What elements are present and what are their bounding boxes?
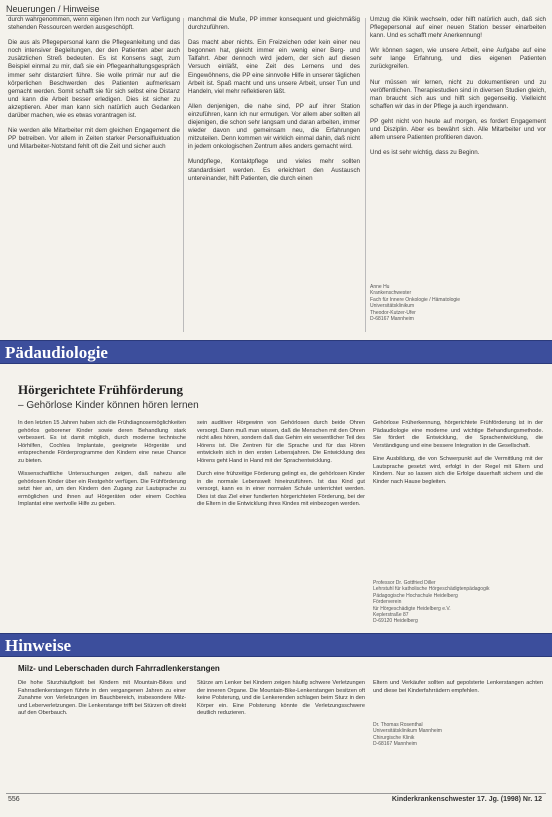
author-block <box>373 722 543 748</box>
author-line: Anne Hu <box>370 284 390 290</box>
section-header-tag: Neuerungen / Hinweise <box>6 4 100 14</box>
author-line: Dr. Thomas Rosenthal <box>373 722 423 728</box>
page-footer <box>0 796 552 810</box>
paragraph: Eine Ausbildung, die von Schwerpunkt auf die Vermittlung mit der Lautsprache gesetzt wird, erfolgt in der Regel mit Eltern und Kindern. Nur so lassen sich die Erfolge dauerhaft sichern und die Kinder nach Hause begleiten. <box>373 456 543 485</box>
author-line: Keplerstraße 87 <box>373 612 409 619</box>
paragraph: Umzug die Klinik wechseln, oder hilft natürlich auch, daß sich Pflegepersonal auf einer neuen Station besser einarbeiten kann. Und es schafft mehr Anerkennung! <box>370 16 546 40</box>
paragraph: In den letzten 15 Jahren haben sich die Frühdiagnosemöglichkeiten gehörlos geborener Kinder sowie deren Behandlung stark verbessert. Es ist damit möglich, durch moderne technische Hörhilfen, Cochlea Implantate, geeignete Hörgeräte und entsprechende Förderprogramme den Kindern eine neue Chance zu bieten. <box>18 420 186 464</box>
section-heading-hinweise: Hinweise <box>0 633 552 657</box>
author-line: Krankenschwester <box>370 290 412 297</box>
notice-column-a: Die hohe Sturzhäufigkeit bei Kindern mit Mountain-Bikes und Fahrradlenkerstangen führte in den vergangenen Jahren zu einer Zunahme von Verletzungen im Bauchbereich, insbesondere Milz- und Leberverletzungen. Die Lenkerstange trifft bei Stürzen oft direkt auf den Oberbauch. <box>18 680 186 716</box>
author-line: D-69120 Heidelberg <box>373 618 418 625</box>
article-title: Hörgerichtete Frühförderung <box>18 382 183 397</box>
notice-title: Milz- und Leberschaden durch Fahrradlenkerstangen <box>18 664 220 673</box>
paragraph: Das macht aber nichts. Ein Freizeichen oder kein einer neu begonnen hat, gleicht immer ein wenig einer Berg- und Talfahrt. Aber dennoch wird jedem, der sich auf diesen Versuch einläßt, eine Zeit des Lernens und des Eingewöhnens, die PP eine sinnvolle Hilfe in unserer täglichen Arbeit ist. Spaß macht und uns unsere Arbeit, unser Tun und Handeln, viel mehr reflektieren läßt. <box>188 39 360 95</box>
top-column-b <box>188 16 360 334</box>
paragraph: Nur müssen wir lernen, nicht zu dokumentieren und zu veröffentlichen. Therapiestudien sind in diversen Studien gleich, man braucht sich aus und hilft sich gegenseitig. Vielleicht schaffen wir das in der Pflege ja auch irgendwann. <box>370 78 546 110</box>
column-divider <box>365 18 366 332</box>
paragraph: PP geht nicht von heute auf morgen, es fordert Engagement und Disziplin. Aber es bewährt sich. Alle Mitarbeiter und vor allem unsere Patienten profitieren davon. <box>370 117 546 142</box>
paragraph: durch wahrgenommen, wenn eigenen Ihm noch zur Verfügung stehenden Ressourcen werden ausgeschöpft. <box>8 16 180 32</box>
author-block <box>370 284 546 322</box>
paragraph: Gehörlose Früherkennung, hörgerichtete Frühförderung ist in der Pädaudiologie eine moderne und wichtige Behandlungsmethode. Sie fördert die Entwicklung, die Sprachentwicklung, die Verständigung und eine bessere Integration in die Gesellschaft. <box>373 420 543 449</box>
author-line: Lehrstuhl für katholische Hörgeschädigtenpädagogik <box>373 586 490 593</box>
paragraph: Wissenschaftliche Untersuchungen zeigen, daß nahezu alle gehörlosen Kinder über ein Restgehör verfügen. Die Frühförderung setzt hier an, um den Kindern den Zugang zur Lautsprache zu ermöglichen und ihnen auf Hörgeräten oder einem Cochlea Implantat eine wertvolle Hilfe zu geben. <box>18 471 186 507</box>
paragraph: Und es ist sehr wichtig, dass zu Beginn. <box>370 149 480 157</box>
paragraph: manchmal die Muße, PP immer konsequent und gleichmäßig durchzuführen. <box>188 16 360 32</box>
top-column-c <box>370 16 546 284</box>
article-subtitle: – Gehörlose Kinder können hören lernen <box>18 400 199 411</box>
column-divider <box>183 18 184 332</box>
author-line: Förderverein <box>373 599 402 606</box>
author-block <box>373 580 543 625</box>
author-line: Professor Dr. Gottfried Diller <box>373 580 436 586</box>
author-line: D-68167 Mannheim <box>373 741 417 748</box>
notice-column-c: Eltern und Verkäufer sollten auf gepolsterte Lenkerstangen achten und diese bei Kinderfahrrädern empfehlen. <box>373 680 543 694</box>
author-line: Universitätsklinikum <box>370 303 415 310</box>
article-column-c <box>373 420 543 570</box>
page-number: 556 <box>8 796 20 803</box>
paragraph: Wir können sagen, wie unsere Arbeit, eine Aufgabe auf eine sehr lange Erfahrung, und dies eigenen Patienten zurückgreifen. <box>370 47 546 71</box>
paragraph: Durch eine frühzeitige Förderung gelingt es, die gehörlosen Kinder in die normale Lebenswelt hineinzuführen. Ist das Kind gut versorgt, kann es in einer normalen Schule unterrichtet werden. Dies ist das Ziel einer fundierten hörgerichteten Förderung, bei der die Eltern in die Entwicklung ihres Kindes mit einbezogen werden. <box>197 471 365 507</box>
paragraph: Mundpflege, Kontaktpflege und vieles mehr sollten standardisiert werden. Es erleichtert den Austausch untereinander, hilft Patienten, die durch einen <box>188 158 360 182</box>
paragraph: sein auditiver Hörgewinn von Gehörlosen durch beide Ohren versorgt. Dann muß man wissen, daß die Menschen mit den Ohren nicht alles hören, sondern daß das Gehirn ein wesentlicher Teil des Hörens ist. Die Zentren für die Sprache und für das Hören entwickeln sich in den ersten Lebensjahren. Die Entwicklung des Hörens geht Hand in Hand mit der Sprachentwicklung. <box>197 420 365 464</box>
author-line: Chirurgische Klinik <box>373 734 415 741</box>
notice-column-b: Stürze am Lenker bei Kindern zeigen häufig schwere Verletzungen der inneren Organe. Die Mountain-Bike-Lenkerstangen besitzen oft keine Polsterung, und die Lenkerenden schlagen beim Sturz in den Körper ein. Eine Polsterung könnte die Verletzungsschwere deutlich reduzieren. <box>197 680 365 716</box>
article-column-a <box>18 420 186 626</box>
paragraph: Die aus als Pflegepersonal kann die Pflegeanleitung und das noch intensiver Begleitungen, der den Patienten aber auch zusätzlichen Streß bedeuten. Es ist Konsens sagt, zum Beispiel einmal zu mir, daß sie ein Pflegeanhaltungsgespräch immer sehr distanziert führe. Sie wolle primär nur auf die körperlichen Beschwerden des Patienten aufmerksam gemacht werden. Somit schafft sie für sich selbst eine Distanz und kann die Arbeit besser erledigen. Dies ist sicher zu akzeptieren. Aber man kann sich natürlich auch Gedanken darüber machen, wie es etwas vorantragen ist. <box>8 39 180 120</box>
footer-rule <box>6 793 546 794</box>
author-line: Pädagogische Hochschule Heidelberg <box>373 592 458 599</box>
author-line: Theodor-Kutzer-Ufer <box>370 309 416 316</box>
article-column-b <box>197 420 365 626</box>
paragraph: Nie werden alle Mitarbeiter mit dem gleichen Engagement die PP betreiben. Vor allem in Zeiten starker Personalfluktuation und Mitarbeiter-Notstand fehlt oft die Zeit und sicher auch <box>8 127 180 151</box>
section-heading-paedaudiologie: Pädaudiologie <box>0 340 552 364</box>
author-line: für Hörgeschädigte Heidelberg e.V. <box>373 605 451 612</box>
author-line: Universitätsklinikum Mannheim <box>373 728 442 735</box>
top-column-a <box>8 16 180 334</box>
journal-name: Kinderkrankenschwester 17. Jg. (1998) Nr. 12 <box>391 796 542 803</box>
paragraph: Allen denjenigen, die nahe sind, PP auf ihrer Station einzuführen, kann ich nur ermutigen. Vor allem aber sollten all diejenigen, die schon sehr langsam und daran arbeiten, immer wieder davon und gemeinsam neu, die Erfahrungen mitzuteilen. Denn kommen wir wirklich einmal dahin, daß nicht in jedem onkologischen Zentrum alles anders gemacht wird. <box>188 102 360 151</box>
author-line: D-68167 Mannheim <box>370 316 414 323</box>
author-line: Fach für Innere Onkologie / Hämatologie <box>370 296 461 303</box>
